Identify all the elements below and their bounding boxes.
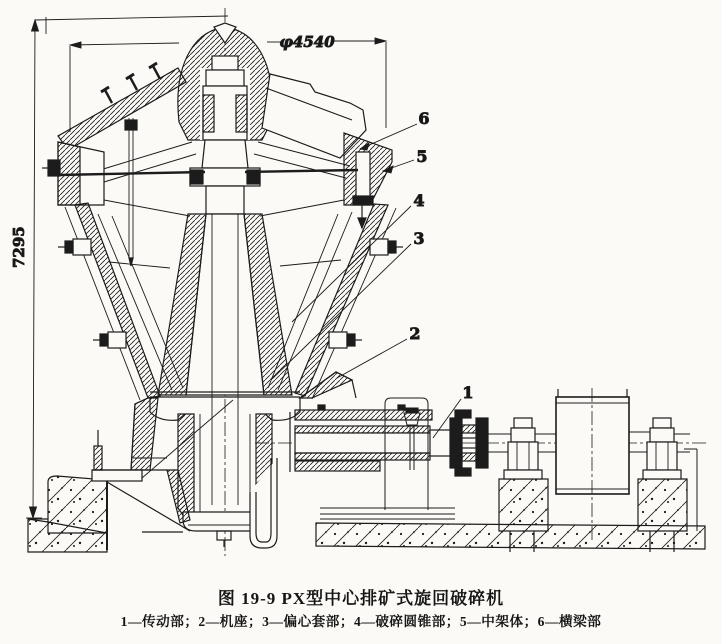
left-foundation-block xyxy=(28,476,107,552)
figure-legend: 1—传动部；2—机座；3—偏心套部；4—破碎圆锥部；5—中架体；6—横梁部 xyxy=(120,614,602,629)
dimension-height-label: 7295 xyxy=(10,226,28,268)
callout-number-4: 4 xyxy=(413,191,425,210)
main-shaft xyxy=(190,140,260,214)
motor-outline-box xyxy=(556,388,629,542)
bearing-pedestal-right xyxy=(643,418,681,479)
callout-number-5: 5 xyxy=(416,147,428,166)
leader-4 xyxy=(292,206,411,322)
left-rim-flange xyxy=(42,142,205,205)
callout-number-3: 3 xyxy=(413,229,425,248)
callout-number-2: 2 xyxy=(409,324,421,343)
callout-number-1: 1 xyxy=(462,383,474,402)
machine-body xyxy=(42,8,403,556)
callout-number-6: 6 xyxy=(418,109,430,128)
bearing-pedestal-left xyxy=(504,418,542,479)
dimension-diameter-label: φ4540 xyxy=(279,33,335,51)
spider-cap xyxy=(178,23,272,140)
oil-pipes xyxy=(320,508,455,519)
figure-caption: 图 19-9 PX型中心排矿式旋回破碎机 xyxy=(217,589,505,608)
leader-3 xyxy=(272,244,411,379)
